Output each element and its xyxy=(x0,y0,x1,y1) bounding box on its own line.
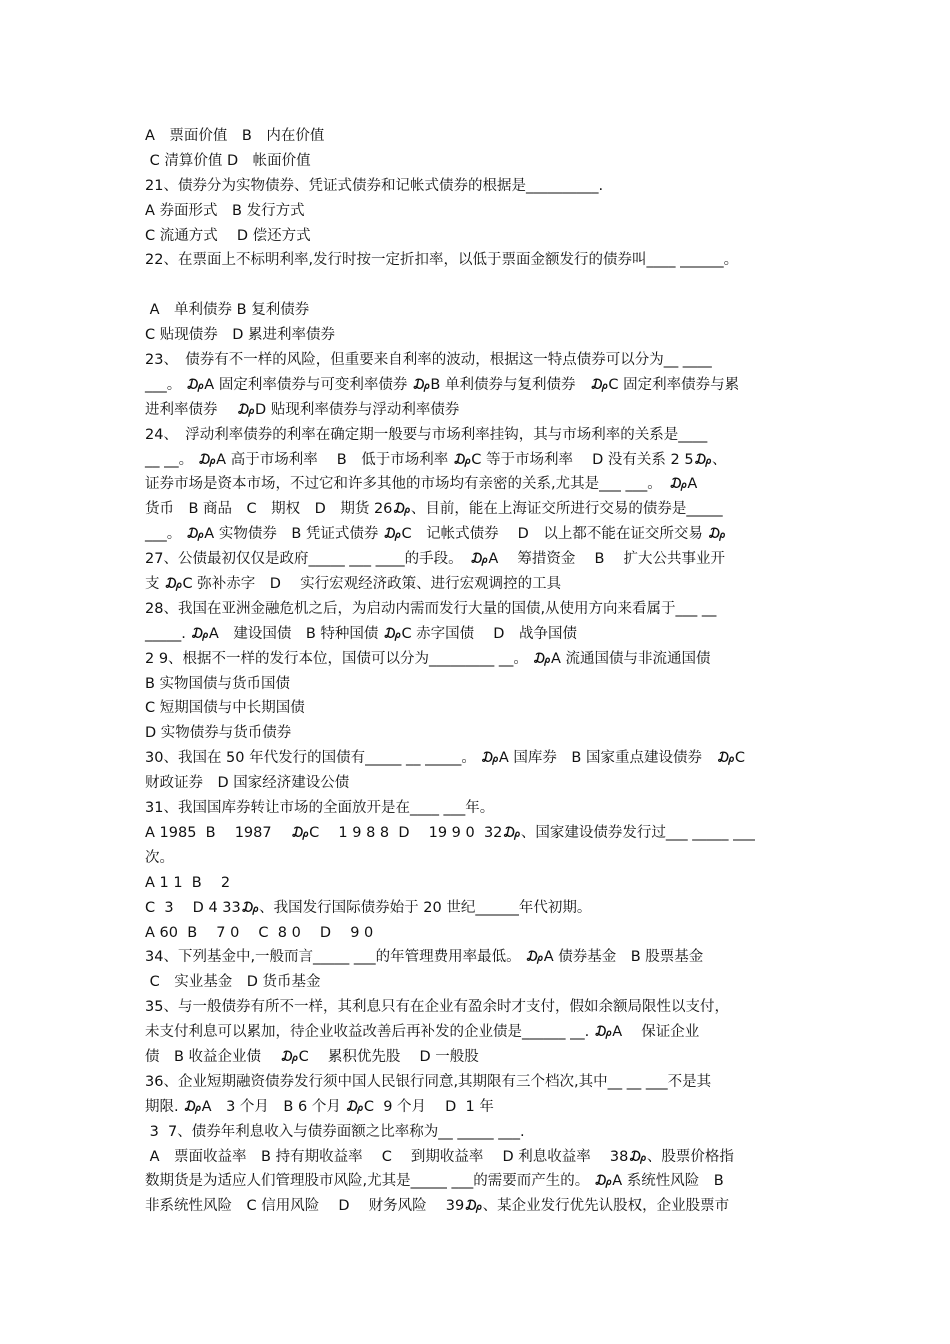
text-line: 28、我国在亚洲金融危机之后，为启动内需而发行大量的国债,从使用方向来看属于___ __ xyxy=(145,600,717,617)
text-line: 3 7、债券年利息收入与债券面额之比率称为__ _____ ___. xyxy=(145,1123,525,1140)
text-line: _____. ₯A 建设国债 B 特种国债 ₯C 赤字国债 D 战争国债 xyxy=(145,625,577,642)
text-line: B 实物国债与货币国债 xyxy=(145,675,291,692)
text-line: 证券市场是资本市场，不过它和许多其他的市场均有亲密的关系,尤其是___ ___。 ₯A xyxy=(145,476,698,493)
text-line: 货币 B 商品 C 期权 D 期货 26₯、目前，能在上海证交所进行交易的债券是_____ xyxy=(145,501,723,518)
text-line: A 券面形式 B 发行方式 xyxy=(145,202,305,219)
text-line: 次。 xyxy=(145,849,174,866)
text-line: ___。 ₯A 实物债券 B 凭证式债券 ₯C 记帐式债券 D 以上都不能在证交所交易 ₯ xyxy=(145,526,726,543)
text-line: A 1 1 B 2 xyxy=(145,874,231,891)
text-line: D 实物债券与货币债券 xyxy=(145,725,292,742)
text-line: C 流通方式 D 偿还方式 xyxy=(145,227,311,244)
text-line: 30、我国在 50 年代发行的国债有_____ __ _____。 ₯A 国库券 B 国家重点建设债券 ₯C xyxy=(145,750,746,767)
text-line: 34、下列基金中,一般而言_____ ___的年管理费用率最低。 ₯A 债券基金 B 股票基金 xyxy=(145,949,704,966)
text-line: 数期货是为适应人们管理股市风险,尤其是_____ ___的需要而产生的。 ₯A 系统性风险 B xyxy=(145,1173,724,1190)
text-line: A 票面价值 B 内在价值 xyxy=(145,128,325,144)
text-line: 未支付利息可以累加，待企业收益改善后再补发的企业债是______ __. ₯A 保证企业 xyxy=(145,1024,700,1041)
text-line: C 清算价值 D 帐面价值 xyxy=(145,152,311,169)
text-line: 35、与一般债券有所不一样，其利息只有在企业有盈余时才支付，假如余额局限性以支付， xyxy=(145,999,729,1016)
text-line: 24、 浮动利率债券的利率在确定期一般要与市场利率挂钩，其与市场利率的关系是____ xyxy=(145,426,708,443)
text-line: C 短期国债与中长期国债 xyxy=(145,700,305,717)
text-line: C 3 D 4 33₯、我国发行国际债券始于 20 世纪______年代初期。 xyxy=(145,899,592,916)
text-line: A 票面收益率 B 持有期收益率 C 到期收益率 D 利息收益率 38₯、股票价格指 xyxy=(145,1148,734,1165)
text-line: 22、在票面上不标明利率,发行时按一定折扣率，以低于票面金额发行的债券叫____ ______。 xyxy=(145,252,739,269)
text-line: 进利率债券 ₯D 贴现利率债券与浮动利率债券 xyxy=(145,401,460,418)
text-line: A 1985 B 1987 ₯C 1 9 8 8 D 19 9 0 32₯、国家建设债券发行过___ _____ ___ xyxy=(145,824,755,841)
text-line: 27、公债最初仅仅是政府_____ ___ ____的手段。 ₯A 筹措资金 B 扩大公共事业开 xyxy=(145,551,726,568)
text-line: A 60 B 7 0 C 8 0 D 9 0 xyxy=(145,924,374,941)
text-line: A 单利债券 B 复利债券 xyxy=(145,302,310,319)
text-line: 债 B 收益企业债 ₯C 累积优先股 D 一般股 xyxy=(145,1048,479,1065)
text-line: ___。 ₯A 固定利率债券与可变利率债券 ₯B 单利债券与复利债券 ₯C 固定利率债券与累 xyxy=(145,376,740,393)
text-line: 2 9、根据不一样的发行本位，国债可以分为_________ __。 ₯A 流通国债与非流通国债 xyxy=(145,650,711,667)
text-line: 期限. ₯A 3 个月 B 6 个月 ₯C 9 个月 D 1 年 xyxy=(145,1098,494,1115)
text-line: C 实业基金 D 货币基金 xyxy=(145,974,321,991)
text-line: 支 ₯C 弥补赤字 D 实行宏观经济政策、进行宏观调控的工具 xyxy=(145,576,562,593)
blank-line xyxy=(145,273,815,298)
document-body xyxy=(145,124,815,1219)
text-line: C 贴现债券 D 累进利率债券 xyxy=(145,327,336,344)
text-line: 23、 债券有不一样的风险，但重要来自利率的波动，根据这一特点债券可以分为__ ____ xyxy=(145,352,712,369)
text-line: 36、企业短期融资债券发行须中国人民银行同意,其期限有三个档次,其中__ __ ___不是其 xyxy=(145,1073,712,1090)
text-line: 21、债券分为实物债券、凭证式债券和记帐式债券的根据是__________. xyxy=(145,177,604,194)
text-line: 31、我国国库券转让市场的全面放开是在____ ___年。 xyxy=(145,800,495,817)
text-line: 非系统性风险 C 信用风险 D 财务风险 39₯、某企业发行优先认股权，企业股票市 xyxy=(145,1198,730,1215)
text-line: 财政证券 D 国家经济建设公债 xyxy=(145,775,350,792)
text-line: __ __。 ₯A 高于市场利率 B 低于市场利率 ₯C 等于市场利率 D 没有关系 2 5₯、 xyxy=(145,451,727,468)
